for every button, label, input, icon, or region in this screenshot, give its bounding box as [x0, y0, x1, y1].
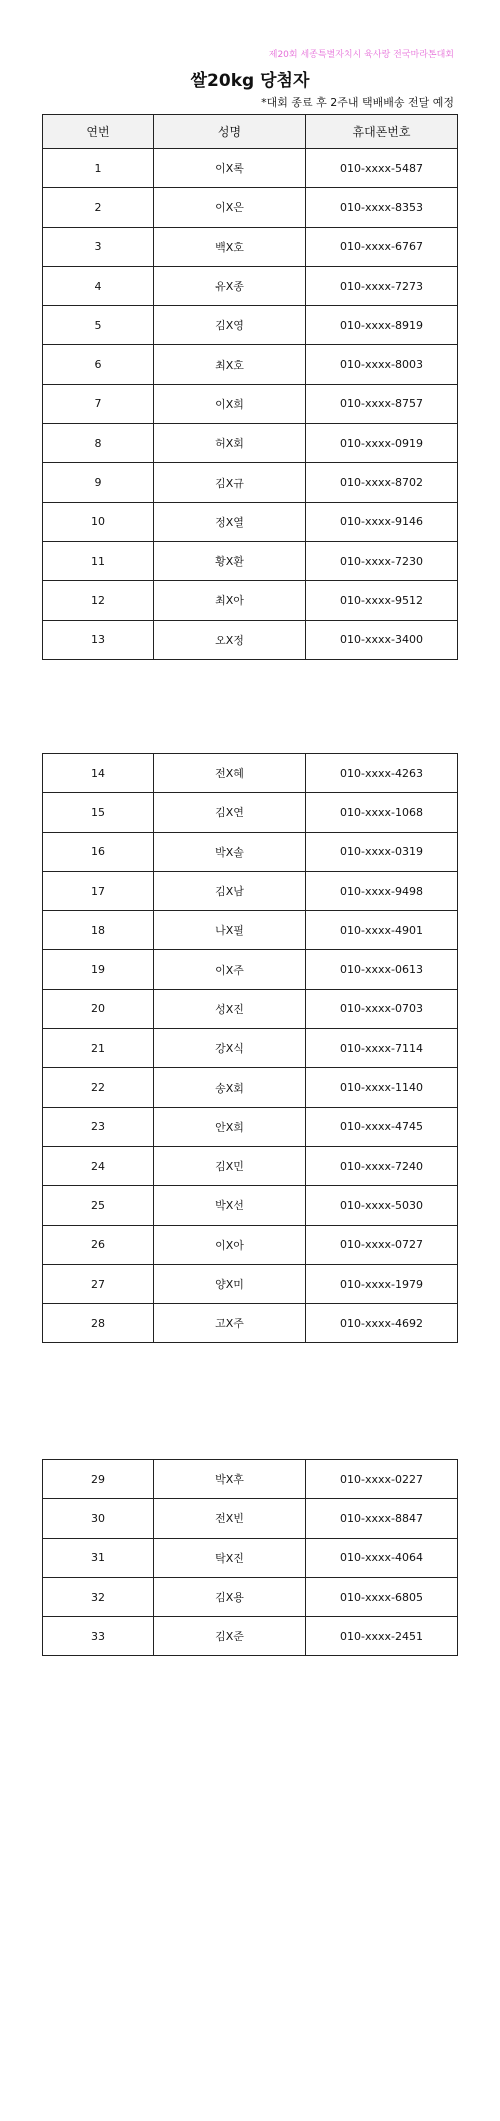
cell-phone: 010-xxxx-4064 — [306, 1538, 458, 1577]
cell-phone: 010-xxxx-9498 — [306, 871, 458, 910]
cell-number: 19 — [43, 950, 154, 989]
cell-number: 23 — [43, 1107, 154, 1146]
cell-name: 송X회 — [154, 1068, 306, 1107]
table-row — [43, 1499, 458, 1538]
cell-name: 허X회 — [154, 424, 306, 463]
cell-number: 11 — [43, 541, 154, 580]
cell-phone: 010-xxxx-4745 — [306, 1107, 458, 1146]
cell-number: 10 — [43, 502, 154, 541]
column-header-phone: 휴대폰번호 — [306, 115, 458, 149]
cell-name: 황X환 — [154, 541, 306, 580]
cell-phone: 010-xxxx-7273 — [306, 266, 458, 305]
table-row — [43, 541, 458, 580]
table-row — [43, 424, 458, 463]
table-row — [43, 1225, 458, 1264]
cell-phone: 010-xxxx-0227 — [306, 1460, 458, 1499]
cell-name: 이X아 — [154, 1225, 306, 1264]
table-row — [43, 832, 458, 871]
cell-name: 최X호 — [154, 345, 306, 384]
cell-number: 33 — [43, 1617, 154, 1656]
cell-name: 강X식 — [154, 1029, 306, 1068]
cell-phone: 010-xxxx-7240 — [306, 1146, 458, 1185]
table-row — [43, 1617, 458, 1656]
cell-number: 22 — [43, 1068, 154, 1107]
cell-number: 15 — [43, 793, 154, 832]
cell-phone: 010-xxxx-7230 — [306, 541, 458, 580]
cell-number: 30 — [43, 1499, 154, 1538]
cell-phone: 010-xxxx-8353 — [306, 188, 458, 227]
cell-number: 28 — [43, 1304, 154, 1343]
cell-name: 이X주 — [154, 950, 306, 989]
table-row — [43, 384, 458, 423]
table-row — [43, 581, 458, 620]
cell-number: 7 — [43, 384, 154, 423]
table-row — [43, 345, 458, 384]
table-row — [43, 1304, 458, 1343]
cell-name: 박X솔 — [154, 832, 306, 871]
column-header-name: 성명 — [154, 115, 306, 149]
cell-number: 6 — [43, 345, 154, 384]
cell-phone: 010-xxxx-8702 — [306, 463, 458, 502]
table-row — [43, 1460, 458, 1499]
cell-name: 전X혜 — [154, 754, 306, 793]
cell-number: 26 — [43, 1225, 154, 1264]
table-row — [43, 306, 458, 345]
table-row — [43, 793, 458, 832]
cell-name: 성X진 — [154, 989, 306, 1028]
cell-name: 김X영 — [154, 306, 306, 345]
cell-name: 오X정 — [154, 620, 306, 659]
cell-phone: 010-xxxx-7114 — [306, 1029, 458, 1068]
cell-name: 김X남 — [154, 871, 306, 910]
cell-name: 유X종 — [154, 266, 306, 305]
cell-number: 27 — [43, 1264, 154, 1303]
cell-number: 9 — [43, 463, 154, 502]
cell-number: 13 — [43, 620, 154, 659]
cell-phone: 010-xxxx-8847 — [306, 1499, 458, 1538]
cell-phone: 010-xxxx-6805 — [306, 1577, 458, 1616]
cell-phone: 010-xxxx-4263 — [306, 754, 458, 793]
cell-phone: 010-xxxx-6767 — [306, 227, 458, 266]
cell-name: 정X열 — [154, 502, 306, 541]
cell-number: 12 — [43, 581, 154, 620]
cell-number: 2 — [43, 188, 154, 227]
cell-number: 25 — [43, 1186, 154, 1225]
table-row — [43, 1577, 458, 1616]
cell-number: 14 — [43, 754, 154, 793]
table-row — [43, 227, 458, 266]
table-row — [43, 188, 458, 227]
cell-phone: 010-xxxx-9146 — [306, 502, 458, 541]
cell-number: 16 — [43, 832, 154, 871]
cell-number: 18 — [43, 911, 154, 950]
table-row — [43, 620, 458, 659]
cell-phone: 010-xxxx-0319 — [306, 832, 458, 871]
cell-phone: 010-xxxx-0703 — [306, 989, 458, 1028]
table-row — [43, 1146, 458, 1185]
cell-name: 탁X진 — [154, 1538, 306, 1577]
cell-name: 최X아 — [154, 581, 306, 620]
cell-phone: 010-xxxx-3400 — [306, 620, 458, 659]
cell-name: 박X선 — [154, 1186, 306, 1225]
cell-phone: 010-xxxx-1068 — [306, 793, 458, 832]
cell-phone: 010-xxxx-5487 — [306, 149, 458, 188]
cell-name: 백X호 — [154, 227, 306, 266]
cell-name: 김X연 — [154, 793, 306, 832]
cell-phone: 010-xxxx-2451 — [306, 1617, 458, 1656]
cell-number: 17 — [43, 871, 154, 910]
table-row — [43, 1264, 458, 1303]
cell-name: 박X후 — [154, 1460, 306, 1499]
table-row — [43, 871, 458, 910]
cell-name: 고X주 — [154, 1304, 306, 1343]
cell-phone: 010-xxxx-0919 — [306, 424, 458, 463]
cell-name: 전X빈 — [154, 1499, 306, 1538]
delivery-note: *대회 종료 후 2주내 택배배송 전달 예정 — [261, 96, 454, 109]
table-row — [43, 1068, 458, 1107]
cell-number: 4 — [43, 266, 154, 305]
table-row — [43, 1186, 458, 1225]
cell-number: 1 — [43, 149, 154, 188]
cell-phone: 010-xxxx-9512 — [306, 581, 458, 620]
column-header-number: 연번 — [43, 115, 154, 149]
cell-name: 김X용 — [154, 1577, 306, 1616]
winners-table-part-2 — [42, 753, 458, 1343]
cell-name: 안X희 — [154, 1107, 306, 1146]
cell-number: 29 — [43, 1460, 154, 1499]
cell-name: 양X미 — [154, 1264, 306, 1303]
cell-name: 이X희 — [154, 384, 306, 423]
cell-number: 31 — [43, 1538, 154, 1577]
cell-name: 김X규 — [154, 463, 306, 502]
table-row — [43, 1029, 458, 1068]
table-row — [43, 911, 458, 950]
cell-phone: 010-xxxx-8919 — [306, 306, 458, 345]
cell-number: 21 — [43, 1029, 154, 1068]
cell-name: 이X은 — [154, 188, 306, 227]
table-header-row — [43, 115, 458, 149]
cell-number: 20 — [43, 989, 154, 1028]
cell-name: 이X록 — [154, 149, 306, 188]
table-row — [43, 1107, 458, 1146]
cell-phone: 010-xxxx-0613 — [306, 950, 458, 989]
table-row — [43, 989, 458, 1028]
cell-phone: 010-xxxx-4692 — [306, 1304, 458, 1343]
winners-table-part-3 — [42, 1459, 458, 1656]
cell-name: 김X민 — [154, 1146, 306, 1185]
winners-table-part-1 — [42, 114, 458, 660]
cell-phone: 010-xxxx-4901 — [306, 911, 458, 950]
event-name: 제20회 세종특별자치시 육사랑 전국마라톤대회 — [268, 50, 454, 60]
cell-number: 8 — [43, 424, 154, 463]
page-title: 쌀20kg 당첨자 — [190, 71, 310, 91]
cell-number: 5 — [43, 306, 154, 345]
cell-phone: 010-xxxx-5030 — [306, 1186, 458, 1225]
cell-phone: 010-xxxx-1979 — [306, 1264, 458, 1303]
cell-phone: 010-xxxx-1140 — [306, 1068, 458, 1107]
cell-number: 3 — [43, 227, 154, 266]
table-row — [43, 502, 458, 541]
cell-phone: 010-xxxx-8757 — [306, 384, 458, 423]
cell-number: 32 — [43, 1577, 154, 1616]
table-row — [43, 1538, 458, 1577]
cell-name: 나X필 — [154, 911, 306, 950]
table-row — [43, 266, 458, 305]
cell-phone: 010-xxxx-0727 — [306, 1225, 458, 1264]
table-row — [43, 149, 458, 188]
cell-name: 김X준 — [154, 1617, 306, 1656]
table-row — [43, 754, 458, 793]
table-row — [43, 950, 458, 989]
table-row — [43, 463, 458, 502]
cell-phone: 010-xxxx-8003 — [306, 345, 458, 384]
cell-number: 24 — [43, 1146, 154, 1185]
